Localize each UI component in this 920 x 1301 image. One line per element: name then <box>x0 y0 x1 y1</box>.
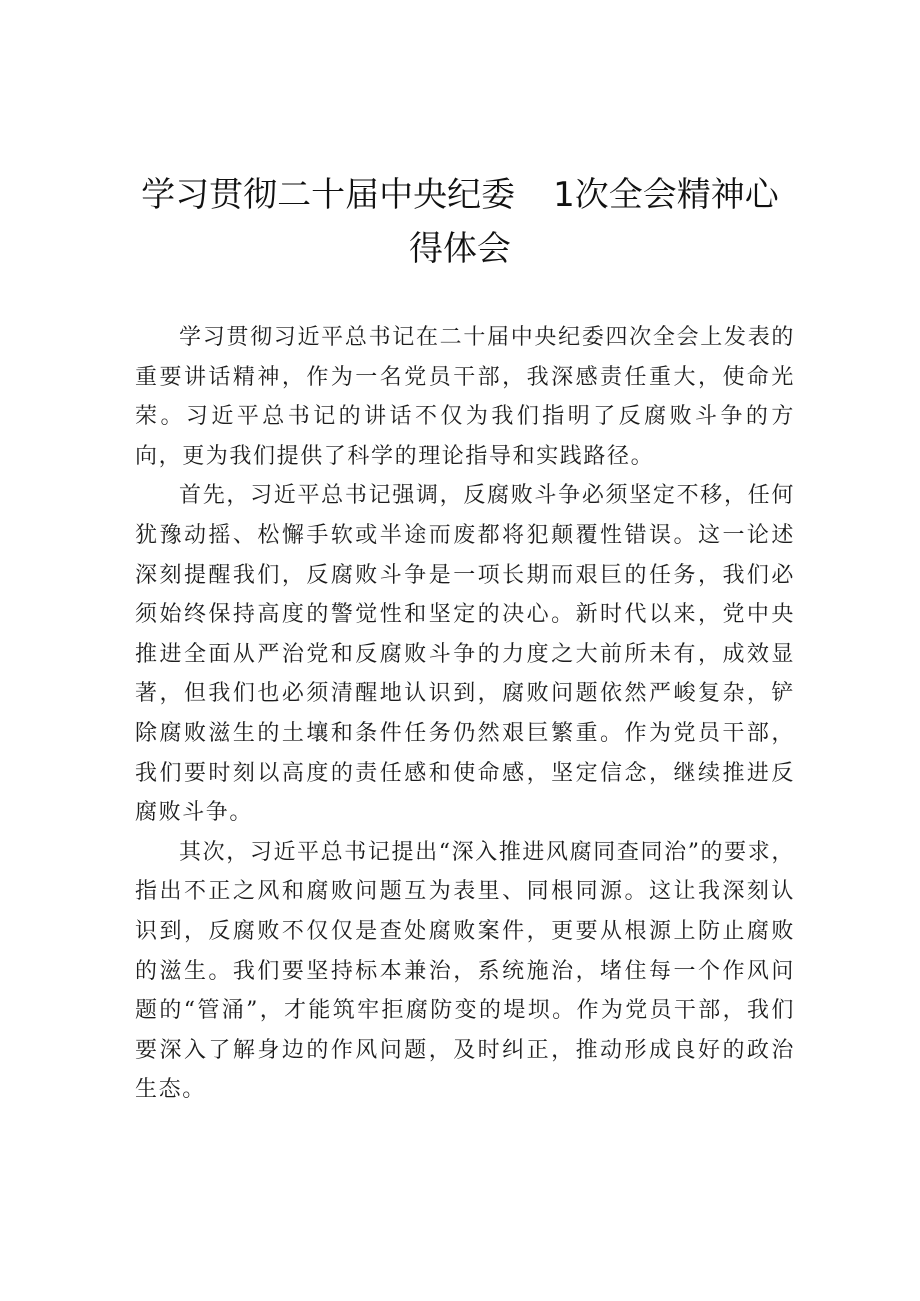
title-part-2: 1次全会精神心 <box>553 175 779 215</box>
paragraph-1: 学习贯彻习近平总书记在二十届中央纪委四次全会上发表的重要讲话精神，作为一名党员干部，我深感责任重大，使命光荣。习近平总书记的讲话不仅为我们指明了反腐败斗争的方向，更为我们提供了科学的理论指导和实践路径。 <box>135 325 795 469</box>
paragraph-3: 其次，习近平总书记提出“深入推进风腐同查同治”的要求，指出不正之风和腐败问题互为表里、同根同源。这让我深刻认识到，反腐败不仅仅是查处腐败案件，更要从根源上防止腐败的滋生。我们要坚持标本兼治，系统施治，堵住每一个作风问题的“管涌”，才能筑牢拒腐防变的堤坝。作为党员干部，我们要深入了解身边的作风问题，及时纠正，推动形成良好的政治生态。 <box>135 839 795 1103</box>
title-line-1 <box>100 168 820 222</box>
title-line-2: 得体会 <box>409 229 511 269</box>
document-body <box>135 318 795 1110</box>
document-title <box>100 168 820 276</box>
title-part-1: 学习贯彻二十届中央纪委 <box>141 175 516 215</box>
paragraph-2: 首先，习近平总书记强调，反腐败斗争必须坚定不移，任何犹豫动摇、松懈手软或半途而废都将犯颠覆性错误。这一论述深刻提醒我们，反腐败斗争是一项长期而艰巨的任务，我们必须始终保持高度的警觉性和坚定的决心。新时代以来，党中央推进全面从严治党和反腐败斗争的力度之大前所未有，成效显著，但我们也必须清醒地认识到，腐败问题依然严峻复杂，铲除腐败滋生的土壤和条件任务仍然艰巨繁重。作为党员干部，我们要时刻以高度的责任感和使命感，坚定信念，继续推进反腐败斗争。 <box>135 483 795 826</box>
